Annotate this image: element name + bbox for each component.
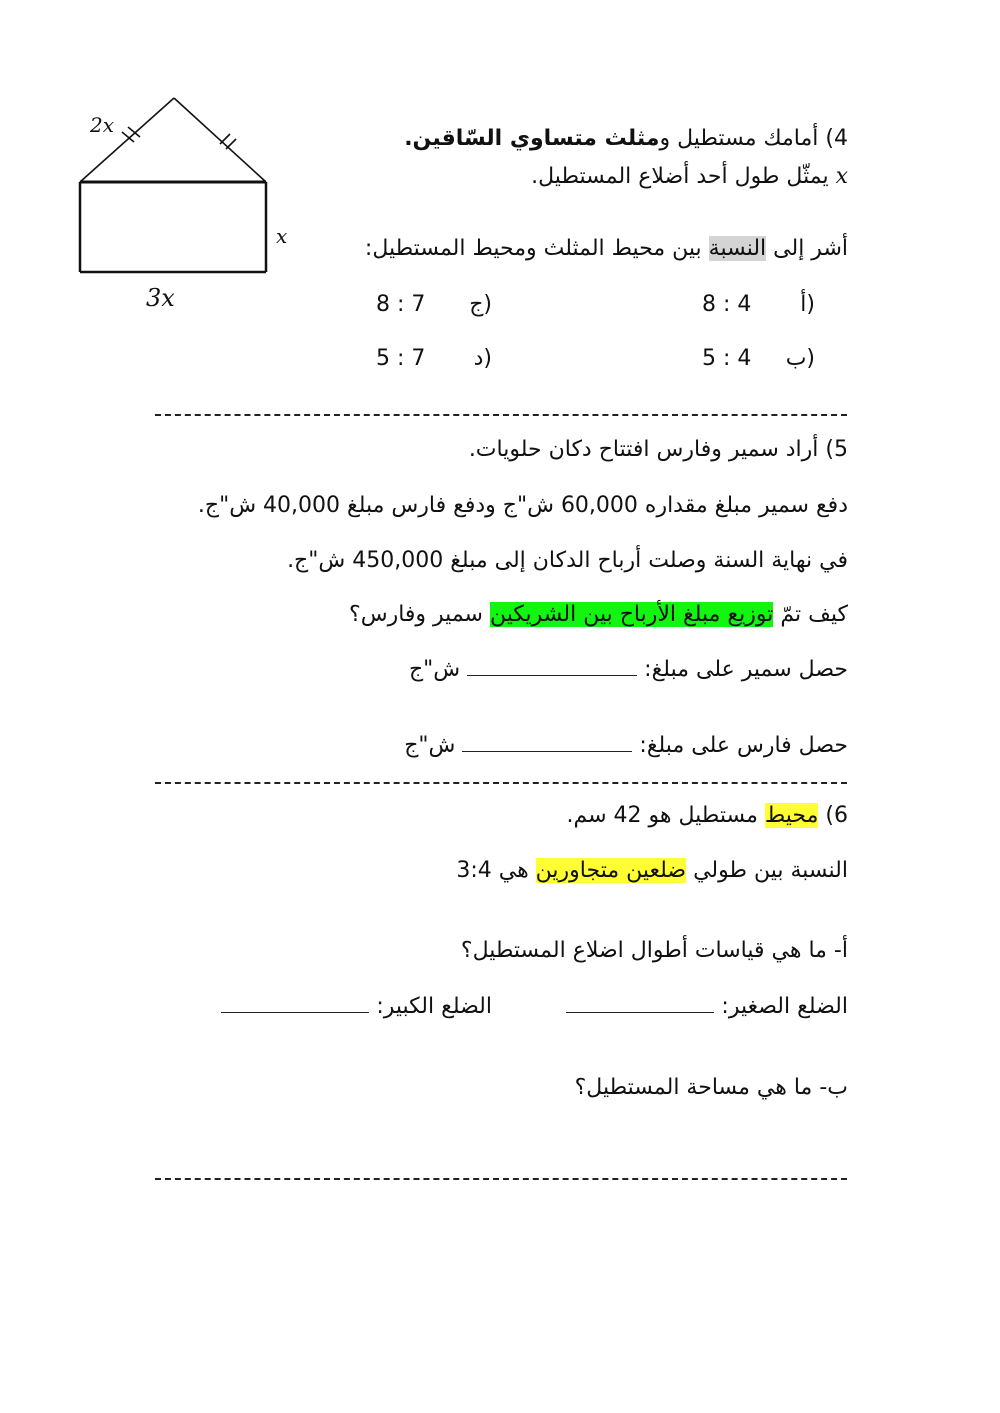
- q6-line1-highlight: محيط: [764, 803, 819, 828]
- q4-line2: [531, 160, 848, 194]
- q4-option-c-letter[interactable]: ج): [469, 292, 492, 317]
- q4-line1-post: .: [404, 126, 413, 151]
- q4-instruction: [365, 232, 848, 266]
- q5-question: [349, 598, 848, 632]
- q6-large-side: [221, 990, 492, 1024]
- q5-ans1-currency: ش"ج: [408, 657, 461, 682]
- q4-instr-pre: أشر إلى: [766, 236, 848, 261]
- q6-small-side-blank[interactable]: [566, 994, 714, 1013]
- q4-instr-post: بين محيط المثلث ومحيط المستطيل:: [364, 236, 709, 261]
- q4-line1-bold: مثلث متساوي السّاقين: [412, 126, 660, 151]
- q5-ans2-label: حصل فارس على مبلغ:: [639, 733, 848, 758]
- q5-number: 5): [825, 437, 848, 462]
- q4-option-b-value[interactable]: 5 : 4: [702, 346, 752, 371]
- q5-ans2-blank[interactable]: [462, 733, 632, 752]
- q4-number: 4): [825, 126, 848, 151]
- label-rect-base: 3x: [146, 284, 175, 312]
- q6-line2-pre: النسبة بين طولي: [686, 858, 848, 883]
- q4-line2-text: يمثّل طول أحد أضلاع المستطيل.: [531, 164, 829, 189]
- divider: [155, 1178, 847, 1180]
- q5-ans1-label: حصل سمير على مبلغ:: [644, 657, 848, 682]
- q5-ans2-currency: ش"ج: [404, 733, 456, 758]
- geometry-figure: [70, 90, 310, 320]
- q6-large-side-blank[interactable]: [221, 994, 369, 1013]
- triangle: [80, 98, 266, 182]
- divider: [155, 782, 847, 784]
- q4-instr-highlight: النسبة: [708, 236, 767, 261]
- q5-q-pre: كيف تمّ: [773, 602, 848, 627]
- q4-option-c-value[interactable]: 8 : 7: [376, 292, 426, 317]
- q5-line1: [469, 433, 848, 467]
- q4-line1-pre: أمامك مستطيل و: [659, 126, 819, 151]
- q5-answer-samir: [409, 653, 848, 687]
- q4-option-d-letter[interactable]: د): [473, 346, 492, 371]
- q6-small-side-label: الضلع الصغير:: [721, 994, 848, 1019]
- q5-line1-text: أراد سمير وفارس افتتاح دكان حلويات.: [468, 437, 819, 462]
- q6-line1-post: مستطيل هو 42 سم.: [566, 803, 765, 828]
- q4-variable-x: x: [835, 164, 848, 189]
- q4-option-a-letter[interactable]: أ): [800, 292, 815, 317]
- rectangle: [80, 182, 266, 272]
- q6-part-b: ب- ما هي مساحة المستطيل؟: [574, 1075, 848, 1100]
- q5-q-post: سمير وفارس؟: [349, 602, 490, 627]
- q4-option-d-value[interactable]: 5 : 7: [376, 346, 426, 371]
- q6-large-side-label: الضلع الكبير:: [376, 994, 492, 1019]
- q6-part-a: أ- ما هي قياسات أطوال اضلاع المستطيل؟: [460, 938, 848, 963]
- q5-ans1-blank[interactable]: [467, 657, 637, 676]
- q5-answer-fares: [404, 729, 848, 763]
- q4-line1: [404, 122, 848, 156]
- q5-line3: في نهاية السنة وصلت أرباح الدكان إلى مبلغ 450,000 ش"ج.: [287, 548, 848, 573]
- q6-line1: [566, 799, 848, 833]
- q6-number: 6): [825, 803, 848, 828]
- label-rect-height: x: [276, 224, 288, 248]
- q4-option-a-value[interactable]: 8 : 4: [702, 292, 752, 317]
- divider: [155, 414, 847, 416]
- q4-option-b-letter[interactable]: ب): [785, 346, 815, 371]
- q5-q-highlight: توزيع مبلغ الأرباح بين الشريكين: [489, 602, 774, 627]
- q6-line2: [456, 854, 848, 888]
- q6-line2-highlight: ضلعين متجاورين: [535, 858, 687, 883]
- q5-line2: دفع سمير مبلغ مقداره 60,000 ش"ج ودفع فارس مبلغ 40,000 ش"ج.: [197, 493, 848, 518]
- q6-line2-post: هي 3:4: [456, 858, 536, 883]
- q6-small-side: [566, 990, 848, 1024]
- label-triangle-side: 2x: [90, 113, 115, 137]
